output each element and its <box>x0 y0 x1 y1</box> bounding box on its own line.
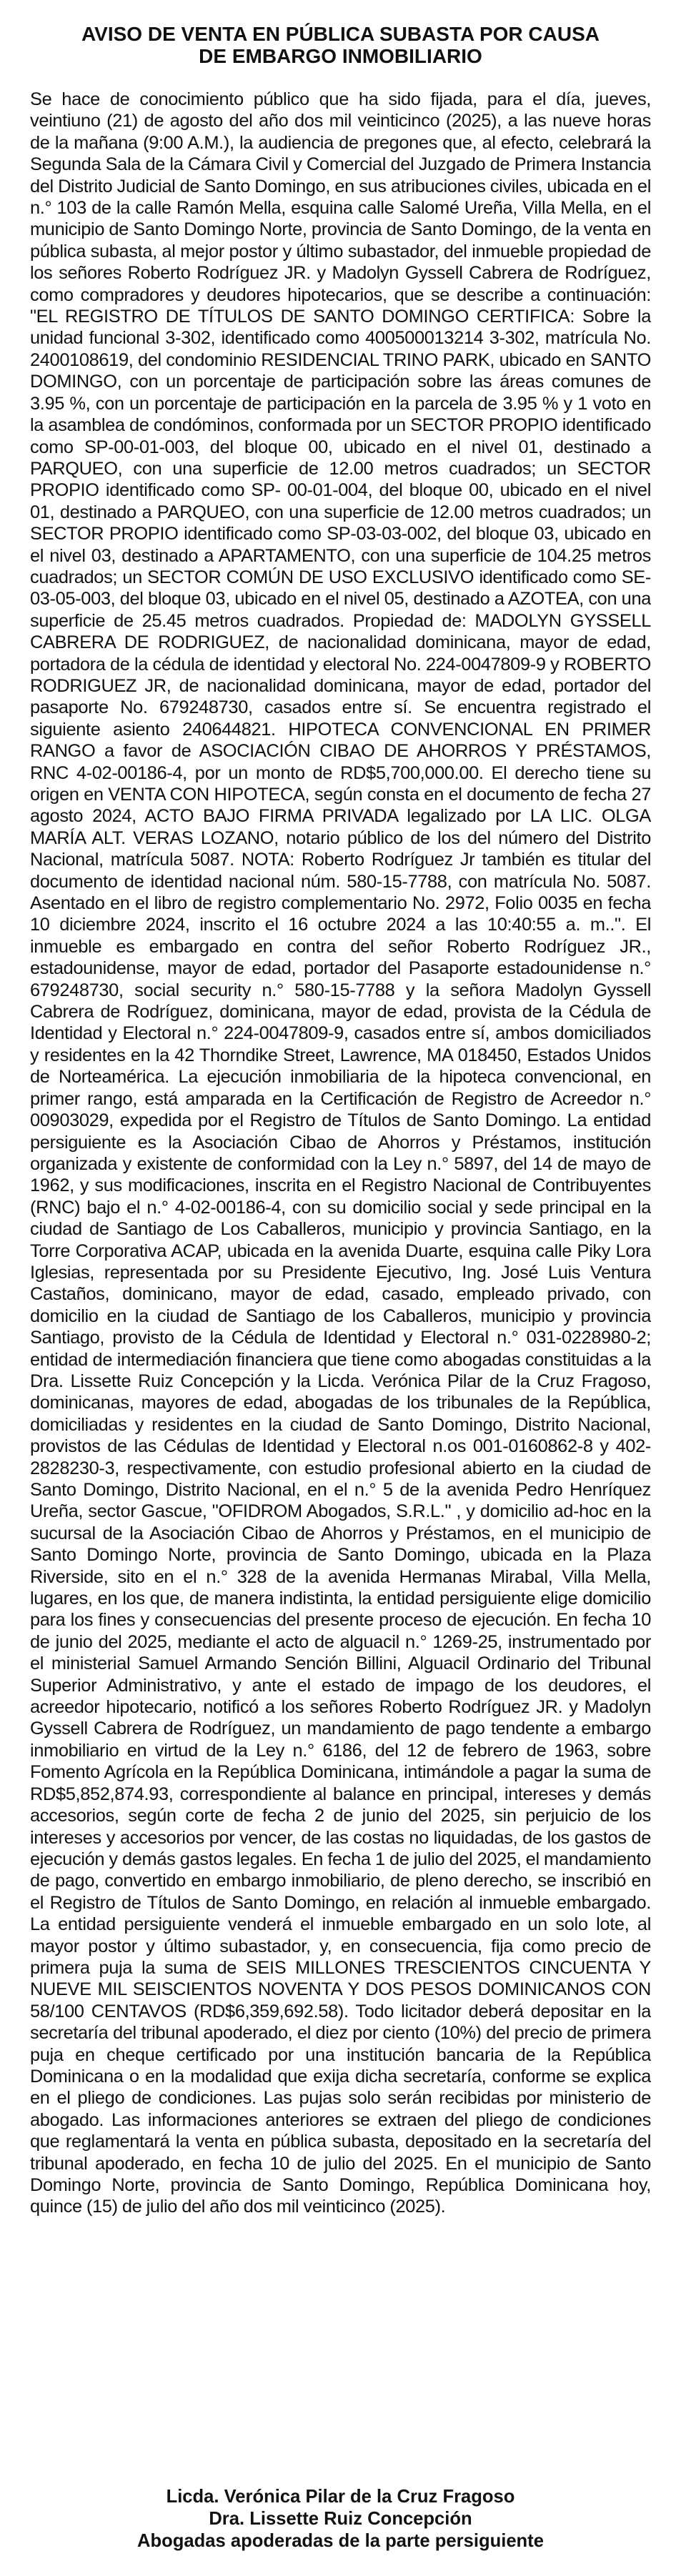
signature-attorney-2: Dra. Lissette Ruiz Concepción <box>209 2509 472 2529</box>
notice-title-line-2: DE EMBARGO INMOBILIARIO <box>199 45 482 67</box>
signature-role: Abogadas apoderadas de la parte persiguiente <box>137 2531 544 2551</box>
signature-attorney-1: Licda. Verónica Pilar de la Cruz Fragoso <box>166 2487 515 2507</box>
notice-body: Se hace de conocimiento público que ha sido fijada, para el día, jueves, veintiuno (21) de agosto del año dos mil veinticinco (2025), a las nueve horas de la mañana (9:00 A.M.), la audiencia de pregones que, al efecto, celebrará la Segunda Sala de la Cámara Civil y Comercial del Juzgado de Primera Instancia del Distrito Judicial de Santo Domingo, en sus atribuciones civiles, ubicada en el n.° 103 de la calle Ramón Mella, esquina calle Salomé Ureña, Villa Mella, en el municipio de Santo Domingo Norte, provincia de Santo Domingo, de la venta en pública subasta, al mejor postor y último subastador, del inmueble propiedad de los señores Roberto Rodríguez JR. y Madolyn Gyssell Cabrera de Rodríguez, como compradores y deudores hipotecarios, que se describe a continuación: "EL REGISTRO DE TÍTULOS DE SANTO DOMINGO CERTIFICA: Sobre la unidad funcional 3-302, identificado como 400500013214 3-302, matrícula No. 2400108619, del condominio RESIDENCIAL TRINO PARK, ubicado en SANTO DOMINGO, con un porcentaje de participación sobre las áreas comunes de 3.95 %, con un porcentaje de participación en la parcela de 3.95 % y 1 voto en la asamblea de condóminos, conformada por un SECTOR PROPIO identificado como SP-00-01-003, del bloque 00, ubicado en el nivel 01, destinado a PARQUEO, con una superficie de 12.00 metros cuadrados; un SECTOR PROPIO identificado como SP- 00-01-004, del bloque 00, ubicado en el nivel 01, destinado a PARQUEO, con una superficie de 12.00 metros cuadrados; un SECTOR PROPIO identificado como SP-03-03-002, del bloque 03, ubicado en el nivel 03, destinado a APARTAMENTO, con una superficie de 104.25 metros cuadrados; un SECTOR COMÚN DE USO EXCLUSIVO identificado como SE-03-05-003, del bloque 03, ubicado en el nivel 05, destinado a AZOTEA, con una superficie de 25.45 metros cuadrados. Propiedad de: MADOLYN GYSSELL CABRERA DE RODRIGUEZ, de nacionalidad dominicana, mayor de edad, portadora de la cédula de identidad y electoral No. 224-0047809-9 y ROBERTO RODRIGUEZ JR, de nacionalidad dominicana, mayor de edad, portador del pasaporte No. 679248730, casados entre sí. Se encuentra registrado el siguiente asiento 240644821. HIPOTECA CONVENCIONAL EN PRIMER RANGO a favor de ASOCIACIÓN CIBAO DE AHORROS Y PRÉSTAMOS, RNC 4-02-00186-4, por un monto de RD$5,700,000.00. El derecho tiene su origen en VENTA CON HIPOTECA, según consta en el documento de fecha 27 agosto 2024, ACTO BAJO FIRMA PRIVADA legalizado por LA LIC. OLGA MARÍA ALT. VERAS LOZANO, notario público de los del número del Distrito Nacional, matrícula 5087. NOTA: Roberto Rodríguez Jr también es titular del documento de identidad nacional núm. 580-15-7788, con matrícula No. 5087. Asentado en el libro de registro complementario No. 2972, Folio 0035 en fecha 10 diciembre 2024, inscrito el 16 octubre 2024 a las 10:40:55 a. m..". El inmueble es embargado en contra del señor Roberto Rodríguez JR., estadounidense, mayor de edad, portador del Pasaporte estadounidense n.° 679248730, social security n.° 580-15-7788 y la señora Madolyn Gyssell Cabrera de Rodríguez, dominicana, mayor de edad, provista de la Cédula de Identidad y Electoral n.° 224-0047809-9, casados entre sí, ambos domiciliados y residentes en la 42 Thorndike Street, Lawrence, MA 018450, Estados Unidos de Norteamérica. La ejecución inmobiliaria de la hipoteca convencional, en primer rango, está amparada en la Certificación de Registro de Acreedor n.° 00903029, expedida por el Registro de Títulos de Santo Domingo. La entidad persiguiente es la Asociación Cibao de Ahorros y Préstamos, institución organizada y existente de conformidad con la Ley n.° 5897, del 14 de mayo de 1962, y sus modificaciones, inscrita en el Registro Nacional de Contribuyentes (RNC) bajo el n.° 4-02-00186-4, con su domicilio social y sede principal en la ciudad de Santiago de Los Caballeros, municipio y provincia Santiago, en la Torre Corporativa ACAP, ubicada en la avenida Duarte, esquina calle Piky Lora Iglesias, representada por su Presidente Ejecutivo, Ing. José Luis Ventura Castaños, dominicano, mayor de edad, casado, empleado privado, con domicilio en la ciudad de Santiago de los Caballeros, municipio y provincia Santiago, provisto de la Cédula de Identidad y Electoral n.° 031-0228980-2; entidad de intermediación financiera que tiene como abogadas constituidas a la Dra. Lissette Ruiz Concepción y la Licda. Verónica Pilar de la Cruz Fragoso, dominicanas, mayores de edad, abogadas de los tribunales de la República, domiciliadas y residentes en la ciudad de Santo Domingo, Distrito Nacional, provistos de las Cédulas de Identidad y Electoral n.os 001-0160862-8 y 402-2828230-3, respectivamente, con estudio profesional abierto en la ciudad de Santo Domingo, Distrito Nacional, en el n.° 5 de la avenida Pedro Henríquez Ureña, sector Gascue, "OFIDROM Abogados, S.R.L." , y domicilio ad-hoc en la sucursal de la Asociación Cibao de Ahorros y Préstamos, en el municipio de Santo Domingo Norte, provincia de Santo Domingo, ubicada en la Plaza Riverside, sito en el n.° 328 de la avenida Hermanas Mirabal, Villa Mella, lugares, en los que, de manera indistinta, la entidad persiguiente elige domicilio para los fines y consecuencias del presente proceso de ejecución. En fecha 10 de junio del 2025, mediante el acto de alguacil n.° 1269-25, instrumentado por el ministerial Samuel Armando Sención Billini, Alguacil Ordinario del Tribunal Superior Administrativo, y ante el estado de impago de los deudores, el acreedor hipotecario, notificó a los señores Roberto Rodríguez JR. y Madolyn Gyssell Cabrera de Rodríguez, un mandamiento de pago tendente a embargo inmobiliario en virtud de la Ley n.° 6186, del 12 de febrero de 1963, sobre Fomento Agrícola en la República Dominicana, intimándole a pagar la suma de RD$5,852,874.93, correspondiente al balance en principal, intereses y demás accesorios, según corte de fecha 2 de junio del 2025, sin perjuicio de los intereses y accesorios por vencer, de las costas no liquidadas, de los gastos de ejecución y demás gastos legales. En fecha 1 de julio del 2025, el mandamiento de pago, convertido en embargo inmobiliario, de pleno derecho, se inscribió en el Registro de Títulos de Santo Domingo, en relación al inmueble embargado. La entidad persiguiente venderá el inmueble embargado en un solo lote, al mayor postor y último subastador, y, en consecuencia, fija como precio de primera puja la suma de SEIS MILLONES TRESCIENTOS CINCUENTA Y NUEVE MIL SEISCIENTOS NOVENTA Y DOS PESOS DOMINICANOS CON 58/100 CENTAVOS (RD$6,359,692.58). Todo licitador deberá depositar en la secretaría del tribunal apoderado, el diez por ciento (10%) del precio de primera puja en cheque certificado por una institución bancaria de la República Dominicana o en la modalidad que exija dicha secretaría, conforme se explica en el pliego de condiciones. Las pujas solo serán recibidas por ministerio de abogado. Las informaciones anteriores se extraen del pliego de condiciones que reglamentará la venta en pública subasta, depositado en la secretaría del tribunal apoderado, en fecha 10 de julio del 2025. En el municipio de Santo Domingo Norte, provincia de Santo Domingo, República Dominicana hoy, quince (15) de julio del año dos mil veinticinco (2025). <box>30 89 651 2217</box>
legal-notice <box>30 23 651 2552</box>
notice-title <box>30 23 651 67</box>
notice-title-line-1: AVISO DE VENTA EN PÚBLICA SUBASTA POR CAUSA <box>81 23 600 45</box>
signature-block <box>30 2486 651 2552</box>
